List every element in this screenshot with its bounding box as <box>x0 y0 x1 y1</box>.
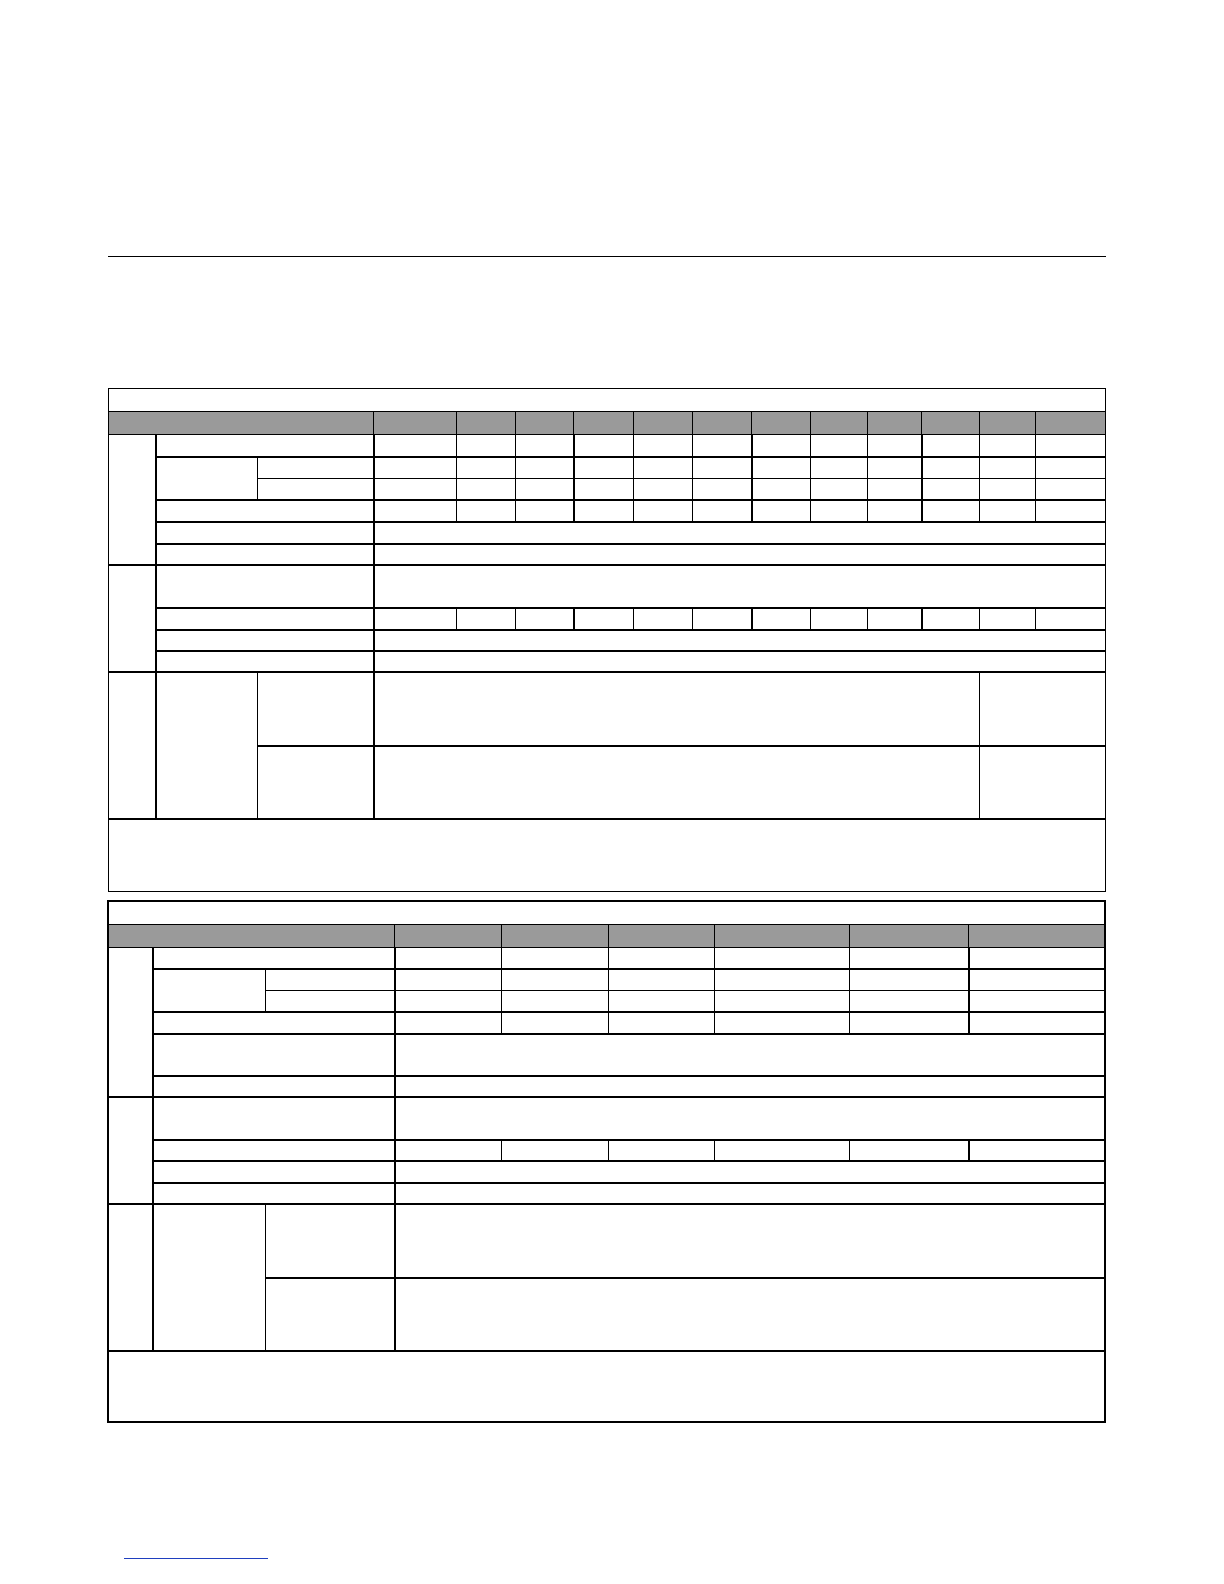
footnote-rule <box>124 1558 268 1559</box>
table-1-header-row <box>109 411 1105 434</box>
table-2-header-row <box>109 925 1104 947</box>
header-divider <box>108 256 1106 257</box>
